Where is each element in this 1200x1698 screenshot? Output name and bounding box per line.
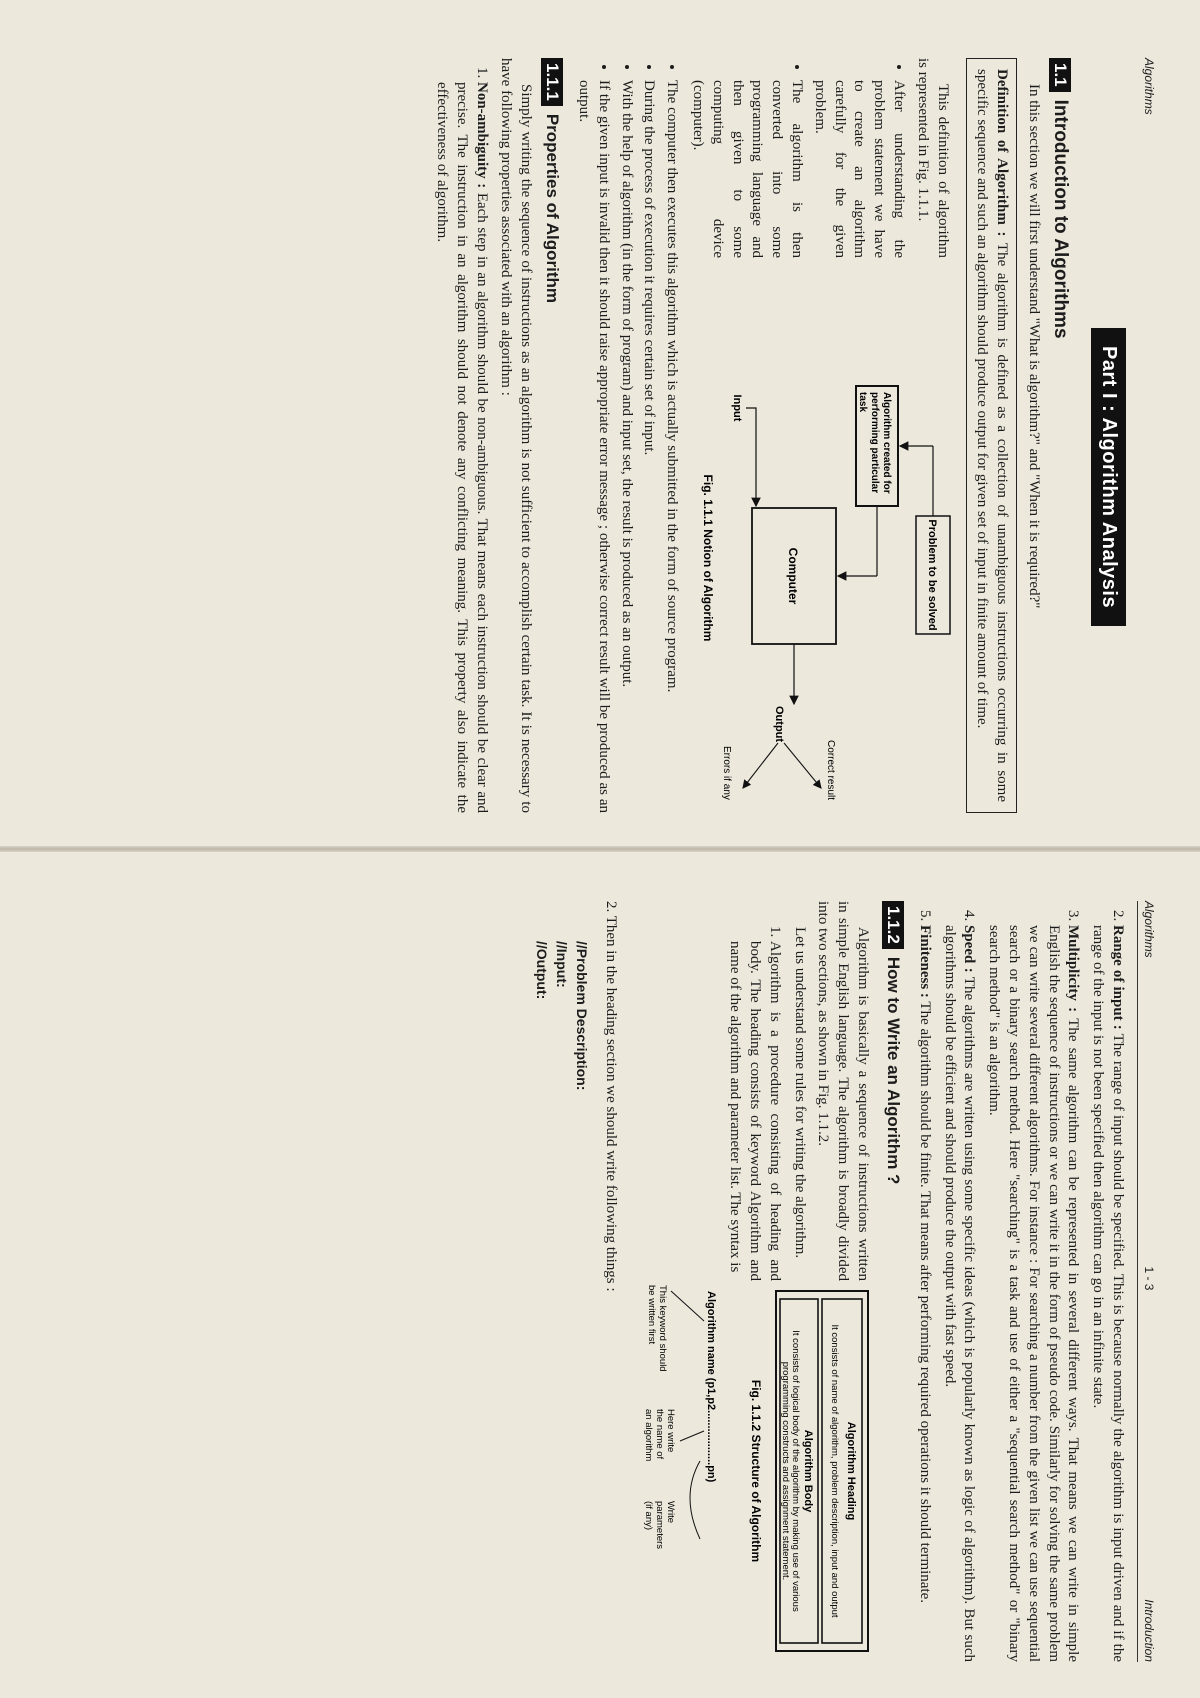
pointer-name xyxy=(680,1431,704,1441)
property-text: The algorithm should be finite. That means after performing required operations it should terminate. xyxy=(916,1001,933,1604)
property-label: Non-ambiguity : xyxy=(473,82,490,189)
section-heading-1-1-1 xyxy=(541,58,563,813)
list-item: • During the process of execution it requires certain set of input. xyxy=(639,80,659,813)
input-label: Input xyxy=(730,394,743,422)
list-item: • The computer then executes this algorithm which is actually submitted in the form of source program. xyxy=(661,80,681,813)
property-label: Multiplicity : xyxy=(1065,925,1082,1013)
how-intro: Algorithm is basically a sequence of instructions written in simple English language. The algorithm is broadly divided into two sections, as shown in Fig. 1.1.2. xyxy=(815,901,872,1281)
property-text: The same algorithm can be represented in several different ways. That means we can write in simple English the sequence of instructions or we can write it in the form of pseudo code. Similarly for solving the same problem we can write several different algorithms. For instance : For searching a number from the given list we can use sequential search or a binary search method. Here "searching" is a task and use of either a "sequential search method" or "binary search method" is an algorithm. xyxy=(986,925,1082,1663)
running-header-right: Introduction xyxy=(1142,1599,1156,1662)
right-page xyxy=(0,849,1200,1698)
figure-1-block xyxy=(684,58,955,813)
definition-label: Definition of Algorithm : xyxy=(994,69,1011,237)
section-number: 1.1 xyxy=(1049,58,1071,92)
page-number: 1 - 3 xyxy=(1142,1266,1156,1291)
section-title: Introduction to Algorithms xyxy=(1050,99,1071,339)
list-item: • With the help of algorithm (in the form of program) and input set, the result is produced as an output. xyxy=(616,80,636,813)
property-label: Range of input : xyxy=(1110,925,1126,1030)
properties-intro: Simply writing the sequence of instructions as an algorithm is not sufficient to accomplish certain task. It is necessary to have following properties associated with an algorithm : xyxy=(498,58,535,813)
output-label: Output xyxy=(772,706,785,743)
note-keyword: This keyword shouldbe written first xyxy=(646,1285,669,1372)
list-item xyxy=(431,82,490,813)
figure-side-text xyxy=(684,58,955,258)
section-heading-1-1 xyxy=(1049,58,1071,813)
section-heading-1-1-2 xyxy=(882,901,904,1662)
list-item: • After understanding the problem statement we have to create an algorithm carefully for the given problem. xyxy=(809,80,908,258)
list-item xyxy=(939,925,979,1662)
figure-2-block xyxy=(626,901,876,1662)
running-header-left: Algorithms xyxy=(1142,901,1156,958)
note-name: Here writethe name ofan algorithm xyxy=(643,1409,677,1462)
comment-line: //Input: xyxy=(553,941,570,988)
body-box-text: It consists of logical body of the algorithm by making use of variousprogramming constructs and assignment statement. xyxy=(780,1330,802,1612)
list-item xyxy=(1087,925,1127,1662)
properties-list-continued xyxy=(914,901,1127,1662)
comment-line: //Output: xyxy=(533,941,550,1000)
errors-label: Errors if any xyxy=(720,746,732,800)
pointer-keyword xyxy=(671,1291,704,1321)
figure-1-caption: Fig. 1.1.1 Notion of Algorithm xyxy=(700,474,715,642)
arrow-correct-result xyxy=(784,743,821,788)
note-params: Writeparameters(if any) xyxy=(643,1501,677,1550)
problem-label: Problem to be solved xyxy=(925,519,938,631)
arrow-errors xyxy=(743,743,778,788)
execution-bullets xyxy=(573,58,681,813)
figure-bullets xyxy=(687,58,908,258)
algorithm-label: Algorithm created forperforming particulartask xyxy=(856,392,892,494)
list-item xyxy=(983,925,1082,1662)
computer-label: Computer xyxy=(785,547,800,605)
list-item: 1. Algorithm is a procedure consisting of heading and body. The heading consists of keyword Algorithm and name of the algorithm and parameter list. The syntax is xyxy=(724,941,783,1281)
section-number: 1.1.1 xyxy=(541,58,563,106)
list-item: • The algorithm is then converted into some programming language and then given to some computing device (computer). xyxy=(687,80,806,258)
section-title: Properties of Algorithm xyxy=(543,113,563,304)
params-brace xyxy=(690,1461,700,1539)
property-text: The algorithms are written using some specific ideas (which is popularly known as logic of algorithm). But such algorithms should be efficient and should produce the output with fast speed. xyxy=(941,925,978,1662)
property-text: The range of input should be specified. This is because normally the algorithm is input driven and if the range of the input is not been specified then algorithm can go in an infinite state. xyxy=(1090,925,1126,1663)
arrow-input xyxy=(746,408,756,506)
rules-intro: Let us understand some rules for writing the algorithm. xyxy=(791,927,808,1259)
figure-2-caption: Fig. 1.1.2 Structure of Algorithm xyxy=(749,1379,764,1563)
body-box-title: Algorithm Body xyxy=(802,1429,815,1513)
definition-text: The algorithm is defined as a collection of unambiguous instructions occurring in some specific sequence and such an algorithm should produce output for given set of input in finite amount of time. xyxy=(974,69,1011,802)
property-text: Each step in an algorithm should be non-ambiguous. That means each instruction should be clear and precise. The instruction in an algorithm should not denote any conflicting meaning. This property also indicate the effectiveness of algorithm. xyxy=(434,82,490,814)
rule-2: 2. Then in the heading section we should write following things : xyxy=(603,901,620,1292)
running-header xyxy=(1137,901,1156,1662)
comment-line: //Problem Description: xyxy=(574,941,591,1091)
heading-box-text: It consists of name of algorithm, problem description, input and output xyxy=(829,1324,841,1618)
definition-box xyxy=(966,58,1018,813)
property-label: Finiteness : xyxy=(916,925,933,998)
rules-list xyxy=(724,901,783,1281)
rule-2-text: Then in the heading section we should write following things : xyxy=(603,915,620,1292)
properties-list-start xyxy=(431,58,490,813)
heading-comment-lines xyxy=(531,941,592,1662)
part-title: Part I : Algorithm Analysis xyxy=(1091,328,1126,626)
section-number: 1.1.2 xyxy=(882,901,904,949)
list-item xyxy=(914,925,934,1662)
section-title: How to Write an Algorithm ? xyxy=(884,956,904,1185)
property-label: Speed : xyxy=(961,925,978,973)
list-item: • If the given input is invalid then it should raise appropriate error message ; otherwise correct result will be produced as an output. xyxy=(573,80,613,813)
syntax-line: Algorithm name (p1,p2..................pn) xyxy=(705,1291,718,1483)
figure-2-side-text xyxy=(626,901,876,1281)
algorithm-structure-diagram xyxy=(626,1281,876,1661)
running-header-left: Algorithms xyxy=(1142,58,1156,115)
figure-intro: This definition of algorithm is represented in Fig. 1.1.1. xyxy=(914,58,951,258)
intro-paragraph: In this section we will first understand "What is algorithm?" and "When it is required?" xyxy=(1026,84,1042,609)
heading-box-title: Algorithm Heading xyxy=(845,1421,858,1521)
notion-of-algorithm-diagram xyxy=(698,258,956,813)
correct-result-label: Correct result xyxy=(824,740,836,801)
